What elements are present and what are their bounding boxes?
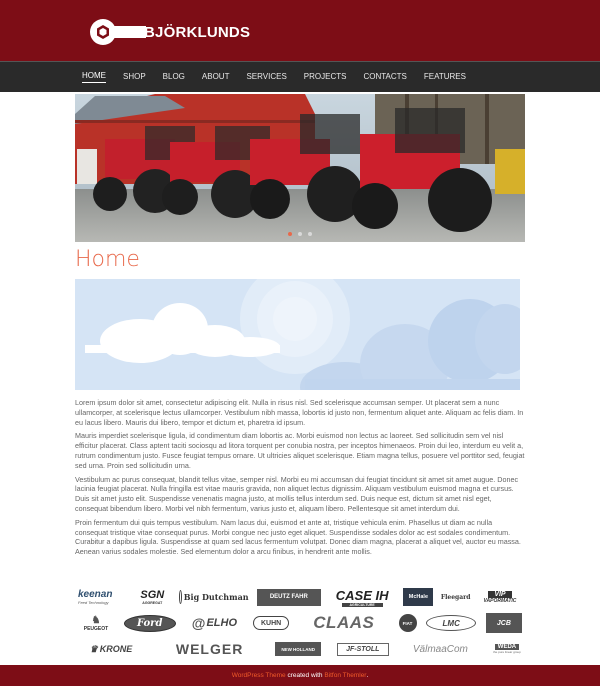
nav-item-blog[interactable]: BLOG (162, 71, 185, 81)
nav-item-shop[interactable]: SHOP (123, 71, 146, 81)
brand-row (78, 584, 522, 610)
vapormatic-vip-icon: VIP (488, 591, 511, 598)
brand-row (78, 636, 522, 662)
brand-elho[interactable]: @ ELHO (191, 615, 238, 631)
brand-deutz-fahr[interactable]: DEUTZ FAHR (257, 589, 321, 606)
brand-case-ih[interactable]: CASE IH AGRICULTURE (335, 587, 389, 607)
site-logo[interactable] (88, 17, 250, 47)
brand-fleegard[interactable]: Fleegard (440, 593, 471, 601)
content-paragraph: Proin fermentum dui quis tempus vestibulum. Nam lacus dui, euismod et ante at, tristique vehicula enim. Phasellus ut diam ac nulla consequat tristique vitae consequat purus. Morbi congue nec justo eget aliquet. Suspendisse sodales dolor ac est sodales condimentum. Curabitur a dapibus ligula. Suspendisse at quam sed lacus fermentum volutpat. Donec diam magna, placerat a aliquet vel, auctor eu massa. Aenean varius sodales molestie. Sed elementum dolor a arcu finibus, in hendrerit ante mollis. (75, 517, 521, 557)
brand-jf-stoll[interactable]: JF-STOLL (337, 643, 389, 656)
brand-row (78, 610, 522, 636)
brand-weda[interactable]: WEDA the pure linear group (493, 644, 521, 654)
brand-jcb[interactable]: JCB (486, 613, 522, 633)
page-title: Home (75, 247, 140, 272)
slider-dot-3[interactable] (308, 232, 312, 236)
brand-welger[interactable]: WELGER (175, 641, 244, 657)
themler-link[interactable]: Bitfon Themler (324, 672, 367, 679)
krone-crown-icon: ♛ (89, 643, 98, 654)
brand-mchale[interactable]: McHale (403, 588, 433, 606)
nav-item-home[interactable]: HOME (82, 71, 106, 83)
tractors-photo (75, 94, 525, 242)
cloud-banner (75, 279, 520, 390)
brand-ford[interactable]: Ford (124, 615, 176, 632)
brand-krone[interactable]: ♛ KRONE (89, 643, 133, 654)
main-navbar (0, 61, 600, 92)
nav-item-contacts[interactable]: CONTACTS (363, 71, 407, 81)
brand-peugeot[interactable]: ♞ PEUGEOT (83, 614, 109, 632)
brand-new-holland[interactable]: NEW HOLLAND (275, 642, 321, 656)
brand-vapormatic[interactable]: VIP VAPORMATIC (483, 590, 517, 604)
nav-item-features[interactable]: FEATURES (423, 71, 466, 81)
slider-dot-1[interactable] (288, 232, 292, 236)
site-header (0, 0, 600, 61)
brand-valmaacom[interactable]: VälmaaCom (412, 643, 468, 655)
nav-item-projects[interactable]: PROJECTS (303, 71, 347, 81)
hero-slider[interactable] (75, 94, 525, 242)
slider-dot-2[interactable] (298, 232, 302, 236)
wrench-logo-icon (88, 17, 146, 47)
content-paragraph: Mauris imperdiet scelerisque ligula, id condimentum diam lobortis ac. Morbi euismod non lectus ac laoreet. Sed sollicitudin sem vel nisl efficitur placerat. Class aptent taciti sociosqu ad litora torquent per conubia nostra, per inceptos himenaeos. Proin dui leo, interdum eu velit a, rutrum condimentum justo. Fusce feugiat tempus ornare. Ut ultricies aliquet scelerisque. Etiam magna tellus, posuere vel porttitor sed, feugiat sed urna. Proin sed sollicitudin urna. (75, 431, 525, 470)
content-paragraph: Vestibulum ac purus consequat, blandit tellus vitae, semper nisl. Morbi eu mi accumsan dui feugiat tincidunt sit amet sit amet augue. Donec lacinia feugiat placerat. Nulla fringilla est vitae mauris gravida, non aliquet lectus dignissim. Aliquam vestibulum euismod magna et cursus. Duis sit amet justo elit. Suspendisse venenatis magna justo, at mollis tellus interdum sed. Duis neque est, dictum sit amet nisl eget, consequat bibendum libero. Morbi vel nibh fermentum, varius justo et, aliquam libero. Pellentesque sit amet interdum dui. (75, 474, 519, 513)
brand-claas[interactable]: CLAAS (313, 613, 375, 632)
logo-text: BJÖRKLUNDS (144, 23, 251, 41)
page-content (75, 398, 525, 561)
brand-sgn[interactable]: SGN AGGREGAT (140, 589, 165, 605)
nav-item-services[interactable]: SERVICES (246, 71, 287, 81)
brand-big-dutchman[interactable]: Big Dutchman (179, 590, 249, 604)
cloud-illustration (75, 279, 520, 390)
content-paragraph: Lorem ipsum dolor sit amet, consectetur adipiscing elit. Nulla in risus nisl. Sed scelerisque accumsan semper. Ut placerat sem a nunc ullamcorper, at scelerisque lectus ullamcorper. Vestibulum nibh massa, lobortis id justo non, fermentum aliquet ante. Aliquam ac felis diam. In eu lacus libero. Mauris dui libero, tempor et dictum et, pharetra id ipsum. (75, 398, 524, 427)
wordpress-theme-link[interactable]: WordPress Theme (231, 672, 286, 679)
main-nav (82, 62, 483, 92)
brand-fiat[interactable]: FIAT (399, 614, 417, 632)
footer-period: . (366, 672, 369, 679)
dutchman-emblem-icon (179, 590, 182, 604)
elho-swirl-icon: @ (191, 615, 206, 631)
brand-logos (78, 584, 522, 662)
nav-item-about[interactable]: ABOUT (201, 71, 230, 81)
brand-kuhn[interactable]: KUHN (253, 616, 289, 630)
peugeot-lion-icon: ♞ (91, 614, 101, 626)
site-footer (0, 665, 600, 686)
brand-lmc[interactable]: LMC (426, 615, 476, 631)
footer-text: created with (285, 672, 325, 679)
brand-keenan[interactable]: keenan Feed Technology (78, 589, 113, 605)
